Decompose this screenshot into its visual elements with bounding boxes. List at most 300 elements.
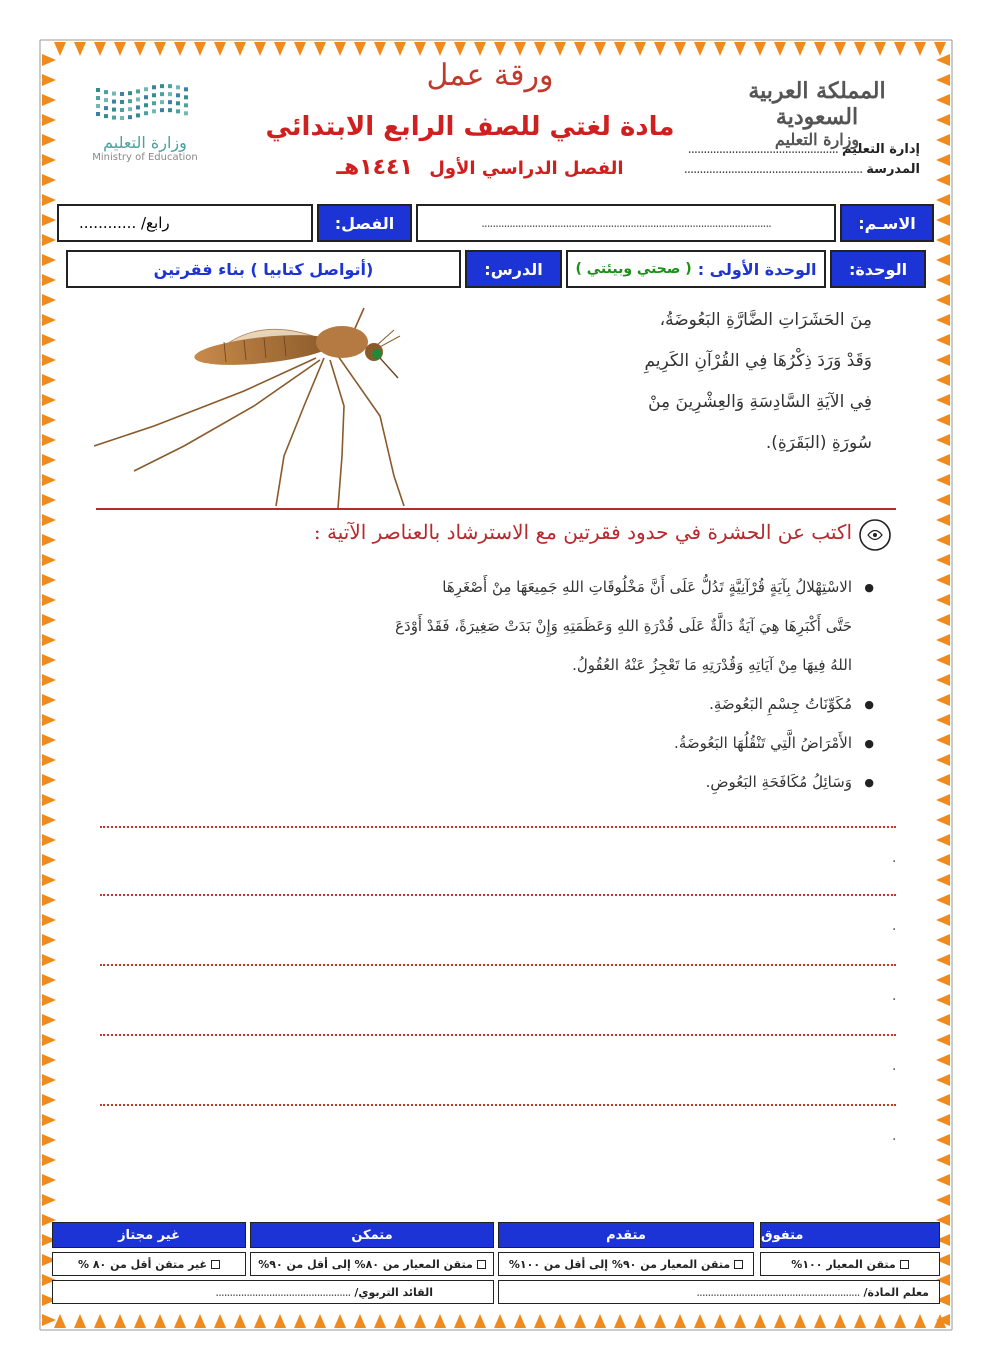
rubric-criterion-text: متقن المعيار ١٠٠% [791,1257,896,1271]
border-triangle [936,1134,950,1146]
writing-line[interactable] [100,894,896,896]
border-triangle [936,54,950,66]
border-triangle [936,394,950,406]
border-triangle [42,1094,56,1106]
border-triangle [714,1314,726,1328]
school-field[interactable]: ......................................................... [683,162,863,177]
border-triangle [42,1314,56,1326]
moe-logo [70,80,220,180]
border-triangle [834,42,846,56]
border-triangle [694,42,706,56]
border-triangle [774,1314,786,1328]
unit-label: الوحدة: [830,250,926,288]
intro-paragraph [432,300,872,464]
border-triangle [394,1314,406,1328]
list-item-text: مُكَوِّنَاتُ جِسْمِ البَعُوضَةِ. [709,695,852,713]
logo-dot [176,109,180,113]
border-triangle [42,554,56,566]
logo-dot [184,103,188,107]
border-triangle [936,914,950,926]
semester-title [330,155,630,180]
edu-admin-field[interactable]: ................................................ [687,142,838,157]
border-triangle [42,114,56,126]
border-triangle [42,734,56,746]
border-triangle [936,974,950,986]
border-triangle [936,414,950,426]
logo-dot [136,105,140,109]
border-triangle [42,1074,56,1086]
school-label: المدرسة [866,162,920,177]
border-triangle [254,1314,266,1328]
moe-dots-icon [90,80,200,125]
kingdom-name: المملكة العربية السعودية [748,78,886,130]
border-triangle [42,414,56,426]
border-triangle [74,42,86,56]
moe-arabic-name: وزارة التعليم [103,133,187,152]
border-triangle [714,42,726,56]
border-triangle [374,1314,386,1328]
border-triangle [936,1094,950,1106]
logo-dot [160,108,164,112]
border-triangle [594,42,606,56]
border-triangle [814,1314,826,1328]
unit-value: الوحدة الأولى : [697,259,817,279]
border-triangle [936,174,950,186]
border-triangle [454,42,466,56]
rubric-criterion-text: متقن المعيار من ٨٠% إلى أقل من ٩٠% [258,1257,473,1271]
border-triangle [936,1174,950,1186]
logo-dot [144,111,148,115]
logo-dot [136,113,140,117]
border-triangle [42,754,56,766]
border-triangle [42,954,56,966]
border-triangle [936,654,950,666]
border-triangle [154,42,166,56]
border-triangle [42,1114,56,1126]
list-item [144,568,874,607]
border-triangle [936,714,950,726]
border-triangle [414,42,426,56]
border-triangle [42,234,56,246]
border-triangle [42,994,56,1006]
border-triangle [554,42,566,56]
border-triangle [214,42,226,56]
border-triangle [936,194,950,206]
border-triangle [42,1054,56,1066]
border-triangle [42,454,56,466]
border-triangle [254,42,266,56]
border-triangle [42,254,56,266]
border-triangle [374,42,386,56]
border-triangle [394,42,406,56]
border-triangle [936,254,950,266]
logo-dot [160,84,164,88]
border-triangle [42,434,56,446]
border-triangle [934,42,946,56]
border-triangle [114,1314,126,1328]
border-triangle [42,1034,56,1046]
intro-line: وَقَدْ وَرَدَ ذِكْرُهَا فِي القُرْآنِ الكَرِيمِ [644,351,872,371]
border-triangle [936,994,950,1006]
border-triangle [514,42,526,56]
border-triangle [774,42,786,56]
rubric-header-advanced: متقدم [498,1222,754,1248]
teacher-field: .......................................................... [696,1285,860,1299]
border-triangle [42,614,56,626]
border-triangle [936,514,950,526]
lesson-label: الدرس: [465,250,562,288]
checkbox[interactable] [477,1260,486,1269]
border-triangle [934,1314,946,1328]
border-triangle [194,42,206,56]
logo-dot [176,101,180,105]
border-triangle [936,234,950,246]
border-triangle [936,554,950,566]
logo-dot [176,93,180,97]
border-triangle [234,42,246,56]
border-triangle [936,334,950,346]
line-end-dot: . [892,1058,897,1074]
kingdom-logo [722,78,912,149]
rubric-criterion[interactable] [52,1252,246,1276]
border-triangle [42,914,56,926]
leader-signature[interactable] [52,1280,494,1304]
semester-label: الفصل الدراسي الأول [429,158,624,179]
border-triangle [334,42,346,56]
border-triangle [514,1314,526,1328]
ornament-icon [858,518,892,552]
border-triangle [134,1314,146,1328]
border-triangle [634,42,646,56]
teacher-label: معلم المادة/ [863,1285,929,1299]
border-triangle [54,42,66,56]
border-triangle [454,1314,466,1328]
border-triangle [936,874,950,886]
list-item-continuation: حَتَّى أَكْبَرِهَا هِيَ آيَةٌ دَالَّةٌ عَلَى قُدْرَةِ اللهِ وَعَظَمَتِهِ وَإِنْ بَدَتْ صَغِيرَةً، فَقَدْ أَوْدَعَ [395,617,852,635]
checkbox[interactable] [734,1260,743,1269]
border-triangle [42,654,56,666]
border-triangle [936,594,950,606]
logo-dot [144,95,148,99]
border-triangle [914,42,926,56]
unit-subtitle: ( صحتي وبيئتي ) [575,261,692,277]
border-triangle [654,1314,666,1328]
border-triangle [42,474,56,486]
border-triangle [936,854,950,866]
border-triangle [474,1314,486,1328]
border-triangle [936,94,950,106]
border-triangle [42,194,56,206]
list-item [144,685,874,724]
border-triangle [194,1314,206,1328]
section-divider [96,508,896,510]
line-end-dot: . [892,850,897,866]
logo-dot [120,116,124,120]
border-triangle [42,394,56,406]
border-triangle [414,1314,426,1328]
border-triangle [936,894,950,906]
writing-line[interactable] [100,1034,896,1036]
border-triangle [42,494,56,506]
lesson-value: (أتواصل كتابيا ) بناء فقرتين [153,259,374,279]
edu-admin-label: إدارة التعليم [841,142,920,157]
logo-dot [104,114,108,118]
border-triangle [474,42,486,56]
border-triangle [674,1314,686,1328]
rubric-header-fail: غير مجتاز [52,1222,246,1248]
logo-dot [112,100,116,104]
logo-dot [144,87,148,91]
border-triangle [42,934,56,946]
rubric-criterion-text: متقن المعيار من ٩٠% إلى أقل من ١٠٠% [508,1257,731,1271]
rubric-criterion-text: غير متقن أقل من ٨٠ % [77,1257,208,1271]
border-triangle [834,1314,846,1328]
border-triangle [42,54,56,66]
border-triangle [936,614,950,626]
line-end-dot: . [892,918,897,934]
border-triangle [154,1314,166,1328]
border-triangle [734,1314,746,1328]
border-triangle [754,42,766,56]
border-triangle [434,1314,446,1328]
line-end-dot: . [892,988,897,1004]
logo-dot [184,95,188,99]
border-triangle [174,1314,186,1328]
border-triangle [734,42,746,56]
border-triangle [534,42,546,56]
border-triangle [894,1314,906,1328]
logo-dot [120,100,124,104]
logo-dot [176,85,180,89]
list-item-text: الاسْتِهْلالُ بِآيَةٍ قُرْآنِيَّةٍ تَدُلُّ عَلَى أَنَّ مَخْلُوقَاتِ اللهِ جَمِيعَهَا مِنْ أَصْغَرِهَا [442,578,852,596]
border-triangle [42,314,56,326]
border-triangle [936,494,950,506]
unit-field [566,250,826,288]
border-triangle [42,774,56,786]
border-triangle [936,454,950,466]
name-placeholder: ....................................................................................................... [481,216,771,230]
border-triangle [134,42,146,56]
border-triangle [936,114,950,126]
border-triangle [936,814,950,826]
border-triangle [936,774,950,786]
border-triangle [314,1314,326,1328]
border-triangle [434,42,446,56]
border-triangle [42,154,56,166]
logo-dot [152,85,156,89]
border-triangle [936,934,950,946]
list-item-text: وَسَائِلُ مُكَافَحَةِ البَعُوضِ. [705,773,852,791]
border-triangle [42,1154,56,1166]
border-triangle [594,1314,606,1328]
logo-dot [160,100,164,104]
logo-dot [128,115,132,119]
border-triangle [936,634,950,646]
border-triangle [42,794,56,806]
class-label: الفصل: [317,204,412,242]
logo-dot [152,93,156,97]
page-title: ورقة عمل [426,58,554,93]
logo-dot [136,97,140,101]
border-triangle [114,42,126,56]
border-triangle [42,74,56,86]
border-triangle [294,1314,306,1328]
border-triangle [936,1114,950,1126]
border-triangle [574,42,586,56]
writing-line[interactable] [100,964,896,966]
border-triangle [174,42,186,56]
lesson-field [66,250,461,288]
border-triangle [936,214,950,226]
intro-line: مِنَ الحَشَرَاتِ الضَّارَّةِ البَعُوضَةُ، [659,310,872,330]
logo-dot [96,112,100,116]
border-triangle [354,1314,366,1328]
border-triangle [694,1314,706,1328]
border-triangle [274,1314,286,1328]
border-triangle [936,794,950,806]
border-triangle [936,74,950,86]
logo-dot [168,100,172,104]
border-triangle [874,1314,886,1328]
border-triangle [42,854,56,866]
border-triangle [42,214,56,226]
list-item-text: الأَمْرَاضُ الَّتِي تَنْقُلُهَا البَعُوضَةُ. [674,734,852,752]
intro-line: سُورَةِ (البَقَرَةِ). [765,433,872,453]
border-triangle [74,1314,86,1328]
border-triangle [936,314,950,326]
leader-field: ................................................ [215,1285,351,1299]
rubric-criterion[interactable] [498,1252,754,1276]
logo-dot [112,108,116,112]
border-triangle [42,514,56,526]
border-triangle [614,42,626,56]
border-triangle [234,1314,246,1328]
class-field[interactable] [57,204,313,242]
admin-school-block [680,140,920,180]
logo-dot [144,103,148,107]
border-triangle [936,574,950,586]
rubric-header-excellent: متفوق [760,1222,940,1248]
border-triangle [42,174,56,186]
checkbox[interactable] [900,1260,909,1269]
border-triangle [54,1314,66,1328]
writing-line[interactable] [100,826,896,828]
border-triangle [94,42,106,56]
logo-dot [136,89,140,93]
border-triangle [42,134,56,146]
logo-dot [152,101,156,105]
border-triangle [936,674,950,686]
border-triangle [936,1054,950,1066]
line-end-dot: . [892,1128,897,1144]
logo-dot [112,116,116,120]
year-label: ١٤٤١هـ [336,155,413,180]
border-triangle [936,694,950,706]
rubric-header-proficient: متمكن [250,1222,494,1248]
border-triangle [42,814,56,826]
logo-dot [104,98,108,102]
border-triangle [936,534,950,546]
border-triangle [936,834,950,846]
border-triangle [42,294,56,306]
border-triangle [936,1154,950,1166]
border-triangle [936,1314,950,1326]
logo-dot [168,108,172,112]
border-triangle [42,694,56,706]
border-triangle [42,534,56,546]
logo-dot [160,92,164,96]
border-triangle [936,1014,950,1026]
border-triangle [334,1314,346,1328]
border-triangle [42,834,56,846]
logo-dot [112,92,116,96]
border-triangle [42,874,56,886]
border-triangle [936,154,950,166]
logo-dot [104,106,108,110]
border-triangle [494,42,506,56]
logo-dot [128,107,132,111]
border-triangle [936,1034,950,1046]
subject-title: مادة لغتي للصف الرابع الابتدائي [265,112,675,142]
border-triangle [936,754,950,766]
logo-dot [96,104,100,108]
rubric-criterion[interactable] [250,1252,494,1276]
logo-dot [152,109,156,113]
border-triangle [936,274,950,286]
border-triangle [674,42,686,56]
logo-dot [168,84,172,88]
border-triangle [554,1314,566,1328]
logo-dot [120,108,124,112]
border-triangle [42,354,56,366]
border-triangle [42,1014,56,1026]
list-item [144,724,874,763]
leader-label: القائد التربوي/ [354,1285,433,1299]
border-triangle [42,1194,56,1206]
border-triangle [936,734,950,746]
border-triangle [42,974,56,986]
border-triangle [42,894,56,906]
name-field[interactable] [416,204,836,242]
border-triangle [936,134,950,146]
border-triangle [42,634,56,646]
logo-dot [96,96,100,100]
name-label: الاسـم: [840,204,934,242]
border-triangle [42,94,56,106]
intro-line: فِي الآيَةِ السَّادِسَةِ وَالعِشْرِينَ مِنْ [648,392,872,412]
class-value: رابع/ ............ [79,214,170,232]
logo-dot [184,111,188,115]
border-triangle [214,1314,226,1328]
border-triangle [936,294,950,306]
rubric-criterion[interactable] [760,1252,940,1276]
logo-dot [120,92,124,96]
border-triangle [574,1314,586,1328]
border-triangle [294,42,306,56]
border-triangle [42,594,56,606]
border-triangle [354,42,366,56]
border-triangle [42,674,56,686]
checkbox[interactable] [211,1260,220,1269]
border-triangle [794,42,806,56]
writing-line[interactable] [100,1104,896,1106]
border-triangle [42,274,56,286]
border-triangle [42,574,56,586]
teacher-signature[interactable] [498,1280,940,1304]
border-triangle [936,354,950,366]
border-triangle [914,1314,926,1328]
border-triangle [936,1194,950,1206]
